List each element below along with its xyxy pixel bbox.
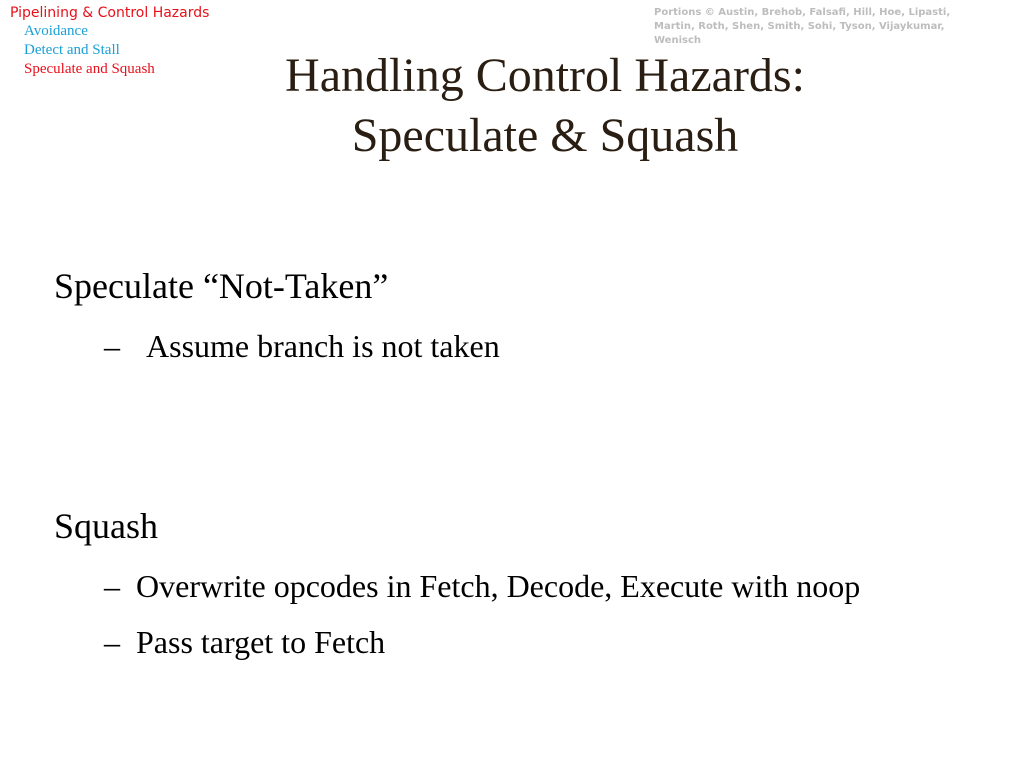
slide-title-line-2: Speculate & Squash [351, 109, 739, 162]
nav-item-avoidance: Avoidance [24, 23, 88, 39]
sub-bullet-overwrite-opcodes [104, 564, 974, 608]
slide-title [200, 46, 890, 166]
slide-body [54, 262, 974, 664]
dash-marker: – [104, 624, 120, 660]
sub-bullet-assume-not-taken [104, 324, 974, 368]
sub-bullet-text: Overwrite opcodes in Fetch, Decode, Execute with noop [136, 568, 861, 604]
sub-bullet-text: Pass target to Fetch [136, 624, 386, 660]
slide-navigation [10, 6, 209, 77]
nav-section-title: Pipelining & Control Hazards [10, 5, 210, 21]
dash-marker: – [104, 568, 120, 604]
nav-item-detect-and-stall: Detect and Stall [24, 42, 120, 58]
sub-bullet-text: Assume branch is not taken [146, 328, 500, 364]
sub-bullet-pass-target [104, 620, 974, 664]
credits-notice: Portions © Austin, Brehob, Falsafi, Hill, Hoe, Lipasti, Martin, Roth, Shen, Smith, Sohi, Tyson, Vijaykumar, Wenisch [654, 7, 951, 46]
dash-marker: – [104, 328, 120, 364]
nav-item-speculate-and-squash: Speculate and Squash [24, 61, 155, 77]
bullet-speculate-not-taken: Speculate “Not-Taken” [54, 266, 389, 306]
slide-title-line-1: Handling Control Hazards: [285, 49, 805, 102]
bullet-squash: Squash [54, 506, 159, 546]
